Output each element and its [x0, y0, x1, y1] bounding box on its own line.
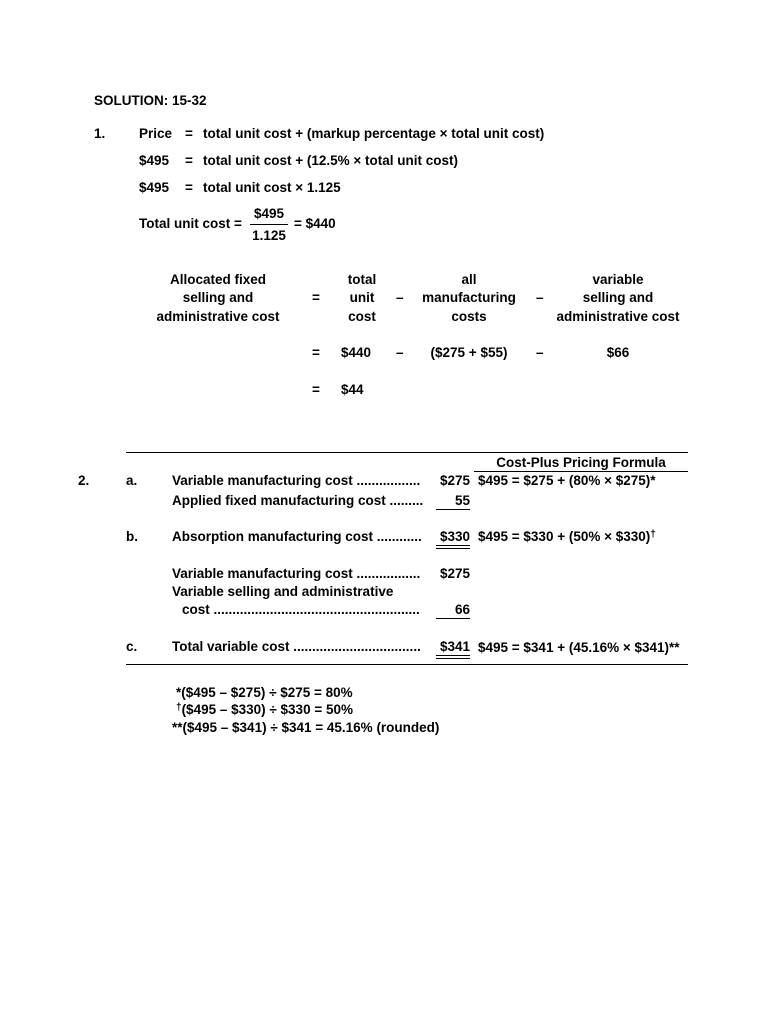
row2-left: $495	[139, 153, 170, 168]
eq-col4-line1: variable	[592, 272, 644, 287]
footnote-3: **($495 – $341) ÷ $341 = 45.16% (rounded)	[172, 720, 440, 735]
eq-row3-v1: $44	[341, 382, 364, 397]
b-letter: b.	[126, 529, 138, 544]
table-bottom-rule	[126, 664, 688, 665]
eq-row2-equals: =	[312, 345, 320, 360]
b-formula: $495 = $330 + (50% × $330)†	[478, 529, 656, 544]
a-subtotal-underline	[436, 509, 470, 510]
eq-header-equals: =	[312, 290, 320, 305]
a-letter: a.	[126, 473, 138, 488]
row2-right: total unit cost + (12.5% × total unit cost)	[203, 153, 459, 168]
eq-row2-minus2: –	[536, 345, 544, 360]
tuc-result: = $440	[294, 216, 336, 231]
a-line1-value: $275	[439, 473, 470, 488]
c-formula: $495 = $341 + (45.16% × $341)**	[478, 640, 680, 655]
tuc-label: Total unit cost =	[139, 216, 242, 231]
eq-col1-line1: Allocated fixed	[169, 272, 267, 287]
eq-row2-v3: $66	[606, 345, 630, 360]
eq-col2-line3: cost	[348, 309, 376, 324]
c-block-line1-label: Variable manufacturing cost .................	[172, 566, 421, 581]
footnote-1: *($495 – $275) ÷ $275 = 80%	[176, 685, 353, 700]
eq-header-minus1: –	[396, 290, 404, 305]
row3-right: total unit cost × 1.125	[203, 180, 341, 195]
table-top-rule	[126, 452, 688, 453]
a-line1-label: Variable manufacturing cost .................	[172, 473, 421, 488]
eq-col4-line2: selling and	[582, 290, 654, 305]
c-block-line3-value: 66	[454, 602, 470, 617]
part1-number: 1.	[94, 126, 106, 141]
eq-col2-line2: unit	[349, 290, 375, 305]
c-subtotal-underline	[436, 618, 470, 619]
row1-left: Price	[139, 126, 173, 141]
row1-equals: =	[185, 126, 193, 141]
c-letter: c.	[126, 639, 138, 654]
footnote-2-mark: †	[176, 702, 182, 713]
c-double-underline	[436, 655, 470, 659]
eq-header-minus2: –	[536, 290, 544, 305]
tuc-numerator: $495	[253, 206, 285, 221]
b-label: Absorption manufacturing cost ............	[172, 529, 422, 544]
eq-col4-line3: administrative cost	[556, 309, 680, 324]
eq-col1-line2: selling and	[182, 290, 254, 305]
footnote-2: †($495 – $330) ÷ $330 = 50%	[176, 702, 353, 717]
c-block-line1-value: $275	[439, 566, 470, 581]
eq-row2-v1: $440	[341, 345, 372, 360]
formula-header: Cost-Plus Pricing Formula	[496, 455, 666, 470]
eq-col3-line2: manufacturing	[422, 290, 516, 305]
eq-row3-equals: =	[312, 382, 320, 397]
row3-equals: =	[185, 180, 193, 195]
eq-col3-line3: costs	[451, 309, 487, 324]
eq-col3-line1: all	[461, 272, 477, 287]
solution-title: SOLUTION: 15-32	[94, 93, 207, 108]
eq-row2-v2: ($275 + $55)	[430, 345, 508, 360]
row1-right: total unit cost + (markup percentage × total unit cost)	[203, 126, 545, 141]
c-block-line3-label: cost .......................................................	[182, 602, 420, 617]
b-value: $330	[439, 529, 470, 544]
a-line2-label: Applied fixed manufacturing cost .........	[172, 493, 424, 508]
fraction-bar	[250, 224, 288, 225]
b-double-underline	[436, 545, 470, 549]
eq-row2-minus1: –	[396, 345, 404, 360]
a-formula: $495 = $275 + (80% × $275)*	[478, 473, 656, 488]
tuc-denominator: 1.125	[252, 228, 286, 243]
dagger-mark: †	[650, 529, 656, 540]
part2-number: 2.	[78, 473, 90, 488]
c-label: Total variable cost ..................................	[172, 639, 421, 654]
a-line2-value: 55	[454, 493, 470, 508]
eq-col2-line1: total	[347, 272, 377, 287]
row2-equals: =	[185, 153, 193, 168]
c-value: $341	[439, 639, 470, 654]
c-block-line2-label: Variable selling and administrative	[172, 584, 394, 599]
formula-header-rule	[474, 471, 688, 472]
row3-left: $495	[139, 180, 170, 195]
eq-col1-line3: administrative cost	[156, 309, 280, 324]
